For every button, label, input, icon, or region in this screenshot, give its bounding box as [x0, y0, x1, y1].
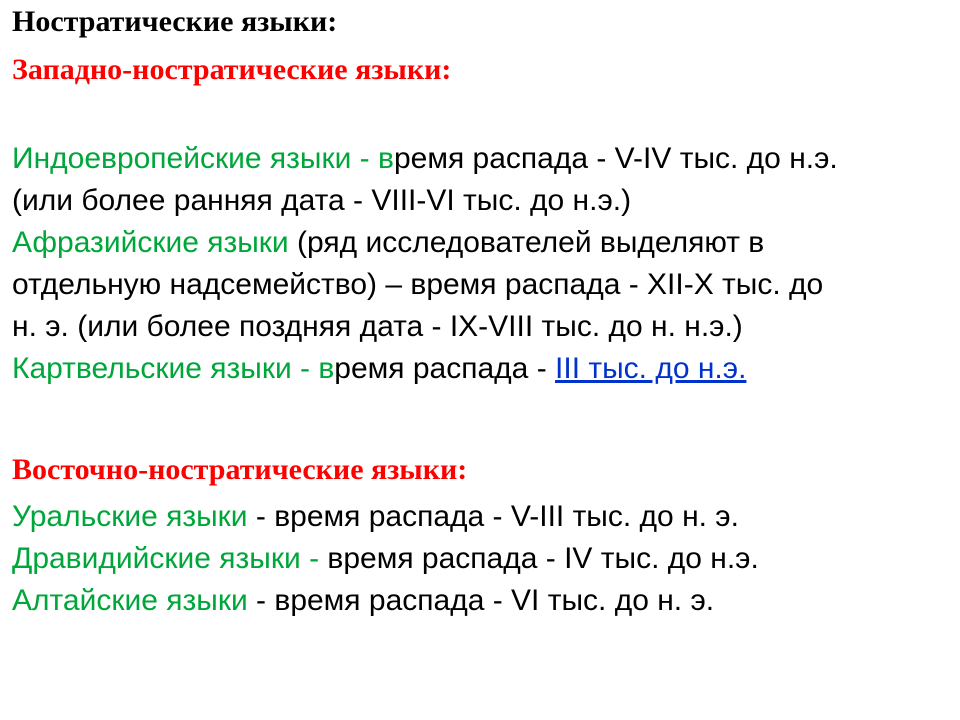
altaic-line: [12, 580, 952, 622]
indo-european-text: ремя распада - V-IV тыс. до н.э.: [393, 142, 838, 175]
dravidian-text: время распада - IV тыс. до н.э.: [327, 542, 759, 575]
indo-european-alt-date: (или более ранняя дата - VIII-VI тыс. до н.э.): [12, 184, 632, 217]
indo-european-name: Индоевропейские языки - в: [12, 142, 394, 175]
afroasiatic-name: Афразийские языки: [12, 226, 289, 259]
uralic-line: [12, 496, 952, 538]
uralic-name: Уральские языки: [12, 500, 248, 533]
afroasiatic-text-2: отдельную надсемейство) – время распада - XII-X тыс. до: [12, 268, 824, 301]
page-title: Ностратические языки:: [12, 5, 338, 38]
afroasiatic-text: (ряд исследователей выделяют в: [288, 226, 765, 259]
afroasiatic-text-3: н. э. (или более поздняя дата - IX-VIII тыс. до н. н.э.): [12, 310, 743, 343]
west-languages-block: [12, 138, 952, 390]
uralic-text: - время распада - V-III тыс. до н. э.: [247, 500, 739, 533]
kartvelian-date-link[interactable]: III тыс. до н.э.: [555, 352, 747, 385]
kartvelian-name: Картвельские языки - в: [12, 352, 335, 385]
kartvelian-line: [12, 348, 952, 390]
indo-european-line: [12, 138, 952, 180]
dravidian-line: [12, 538, 952, 580]
kartvelian-text: ремя распада -: [334, 352, 556, 385]
east-languages-block: [12, 496, 952, 622]
west-nostratic-heading: Западно-ностратические языки:: [12, 53, 452, 86]
dravidian-name: Дравидийские языки: [12, 542, 301, 575]
east-nostratic-heading: Восточно-ностратические языки:: [12, 453, 468, 486]
altaic-text: - время распада - VI тыс. до н. э.: [247, 584, 715, 617]
afroasiatic-line: [12, 222, 952, 264]
altaic-name: Алтайские языки: [12, 584, 248, 617]
dravidian-dash: -: [300, 542, 328, 575]
